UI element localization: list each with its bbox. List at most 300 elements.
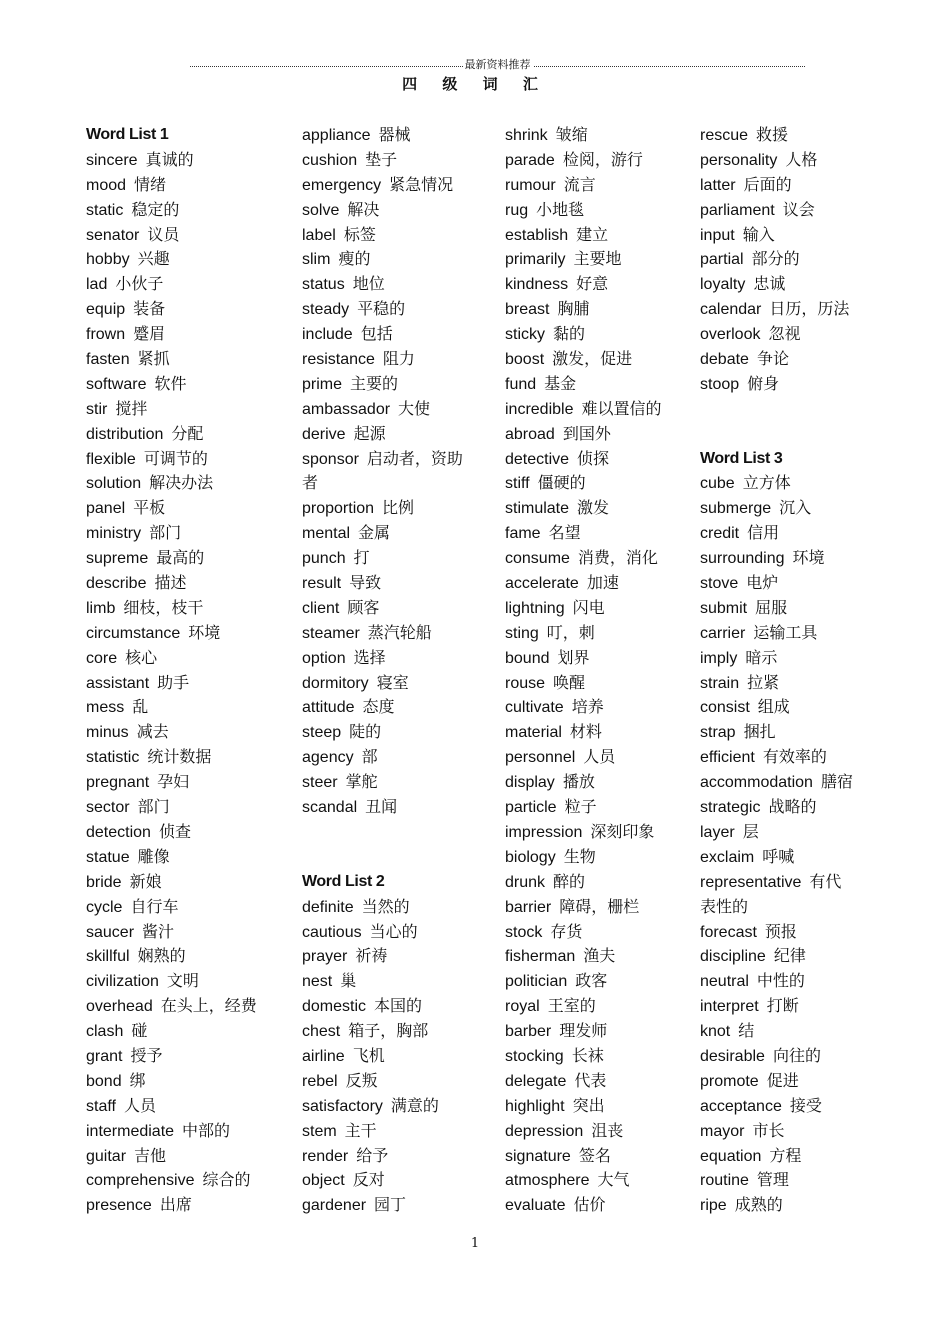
chinese-meaning: 纪律 (773, 946, 806, 966)
english-word: parade (505, 151, 555, 169)
vocab-entry (86, 1019, 257, 1044)
english-word: skillful (86, 948, 130, 966)
vocab-entry (700, 1069, 853, 1094)
vocab-entry (302, 795, 463, 820)
english-word: neutral (700, 973, 749, 991)
vocab-entry (302, 297, 463, 322)
english-word: acceptance (700, 1097, 782, 1115)
vocab-entry (505, 1019, 662, 1044)
vocab-entry (505, 372, 662, 397)
vocab-entry (302, 895, 463, 920)
english-word: mental (302, 525, 351, 543)
chinese-meaning: 绑 (129, 1070, 146, 1090)
vocab-entry (302, 1019, 463, 1044)
vocab-entry (86, 272, 257, 297)
vocab-entry (86, 546, 257, 571)
chinese-meaning: 到国外 (562, 423, 611, 443)
chinese-meaning: 存货 (550, 921, 583, 941)
english-word: cautious (302, 923, 362, 941)
english-word: kindness (505, 276, 569, 294)
vocab-column-1 (86, 123, 257, 1218)
chinese-meaning: 阻力 (382, 349, 415, 369)
english-word: limb (86, 599, 116, 617)
chinese-meaning: 材料 (569, 722, 602, 742)
english-word: mood (86, 176, 127, 194)
english-word: ministry (86, 525, 142, 543)
vocab-entry (505, 671, 662, 696)
chinese-meaning: 酱汁 (142, 921, 175, 941)
page-title: 四 级 词 汇 (402, 75, 548, 93)
vocab-entry (505, 845, 662, 870)
english-word: biology (505, 848, 556, 866)
vocab-entry (86, 870, 257, 895)
english-word: rouse (505, 674, 546, 692)
chinese-meaning: 管理 (756, 1170, 789, 1190)
vocab-entry (86, 247, 257, 272)
english-word: rug (505, 201, 529, 219)
vocab-entry (505, 646, 662, 671)
chinese-meaning: 部门 (137, 797, 170, 817)
english-word: evaluate (505, 1197, 566, 1215)
vocab-entry (700, 621, 853, 646)
chinese-meaning: 包括 (360, 324, 393, 344)
vocab-entry (302, 1044, 463, 1069)
vocab-entry (302, 1144, 463, 1169)
english-word: bride (86, 873, 122, 891)
vocab-entry (86, 173, 257, 198)
chinese-meaning: 巢 (340, 971, 357, 991)
vocab-entry (86, 770, 257, 795)
chinese-meaning: 当心的 (369, 921, 418, 941)
english-word: punch (302, 550, 346, 568)
chinese-meaning: 播放 (562, 772, 595, 792)
blank-line (700, 397, 853, 422)
vocab-entry (505, 272, 662, 297)
chinese-meaning: 醉的 (553, 871, 586, 891)
chinese-meaning: 深刻印象 (590, 821, 655, 841)
english-word: representative (700, 873, 802, 891)
vocab-entry (86, 969, 257, 994)
vocab-entry (700, 720, 853, 745)
vocab-entry (302, 173, 463, 198)
english-word: statistic (86, 749, 140, 767)
vocab-entry (505, 695, 662, 720)
chinese-meaning: 代表 (574, 1070, 607, 1090)
english-word: client (302, 599, 340, 617)
vocab-entry (302, 447, 463, 472)
chinese-meaning: 有效率的 (762, 747, 827, 767)
vocab-entry (302, 920, 463, 945)
english-word: submit (700, 599, 748, 617)
vocab-entry (700, 820, 853, 845)
chinese-meaning: 流言 (563, 174, 596, 194)
english-word: prayer (302, 948, 348, 966)
chinese-meaning: 描述 (154, 573, 187, 593)
chinese-meaning: 地位 (352, 274, 385, 294)
english-word: dormitory (302, 674, 369, 692)
english-word: accommodation (700, 774, 813, 792)
english-word: mess (86, 699, 125, 717)
vocab-entry (505, 1168, 662, 1193)
vocab-entry (86, 944, 257, 969)
chinese-meaning: 成熟的 (734, 1195, 783, 1215)
chinese-meaning: 蹙眉 (133, 324, 166, 344)
vocab-entry (505, 471, 662, 496)
english-word: ripe (700, 1197, 727, 1215)
vocab-entry (302, 272, 463, 297)
vocab-entry (505, 1069, 662, 1094)
english-word: signature (505, 1147, 571, 1165)
vocab-entry (505, 447, 662, 472)
chinese-meaning: 膳宿 (820, 772, 853, 792)
vocab-entry (700, 1094, 853, 1119)
english-word: nest (302, 973, 333, 991)
english-word: partial (700, 251, 744, 269)
vocab-entry (505, 123, 662, 148)
vocab-entry (302, 1168, 463, 1193)
chinese-meaning: 主要地 (573, 249, 622, 269)
english-word: consist (700, 699, 750, 717)
vocab-entry (86, 198, 257, 223)
vocab-entry (700, 173, 853, 198)
vocab-entry (505, 870, 662, 895)
vocab-entry (700, 795, 853, 820)
english-word: gardener (302, 1197, 367, 1215)
vocab-entry (505, 720, 662, 745)
vocab-entry (505, 994, 662, 1019)
chinese-meaning: 日历，历法 (769, 299, 850, 319)
chinese-meaning: 启动者，资助 (366, 448, 463, 468)
english-word: slim (302, 251, 331, 269)
english-word: exclaim (700, 848, 755, 866)
vocab-entry (302, 247, 463, 272)
vocab-entry (86, 1069, 257, 1094)
vocab-entry (86, 1044, 257, 1069)
english-word: stove (700, 575, 739, 593)
vocab-entry (505, 247, 662, 272)
english-word: cushion (302, 151, 358, 169)
vocab-entry (86, 322, 257, 347)
chinese-meaning: 大气 (597, 1170, 630, 1190)
vocab-entry (302, 123, 463, 148)
english-word: fasten (86, 351, 130, 369)
chinese-meaning: 促进 (766, 1070, 799, 1090)
english-word: core (86, 649, 118, 667)
chinese-meaning: 掌舵 (345, 772, 378, 792)
vocab-entry (302, 322, 463, 347)
vocab-entry (505, 1144, 662, 1169)
english-word: depression (505, 1122, 584, 1140)
chinese-meaning: 反对 (352, 1170, 385, 1190)
english-word: circumstance (86, 624, 181, 642)
english-word: barber (505, 1023, 552, 1041)
chinese-meaning: 人员 (583, 747, 616, 767)
english-word: stem (302, 1122, 337, 1140)
chinese-meaning: 主要的 (350, 373, 399, 393)
chinese-meaning: 主干 (344, 1120, 377, 1140)
english-word: fisherman (505, 948, 576, 966)
english-word: distribution (86, 425, 164, 443)
english-word: consume (505, 550, 570, 568)
chinese-meaning: 渔夫 (583, 946, 616, 966)
chinese-meaning: 沉入 (779, 498, 812, 518)
chinese-meaning: 环境 (188, 622, 221, 642)
chinese-meaning: 俯身 (747, 373, 780, 393)
chinese-meaning: 飞机 (352, 1045, 385, 1065)
vocab-entry (302, 422, 463, 447)
chinese-meaning: 平板 (133, 498, 166, 518)
english-word: result (302, 575, 342, 593)
chinese-meaning: 比例 (382, 498, 415, 518)
chinese-meaning: 稳定的 (131, 199, 180, 219)
english-word: cultivate (505, 699, 564, 717)
english-word: saucer (86, 923, 135, 941)
vocab-entry (700, 1193, 853, 1218)
english-word: bound (505, 649, 550, 667)
english-word: delegate (505, 1072, 567, 1090)
english-word: render (302, 1147, 349, 1165)
chinese-meaning: 好意 (576, 274, 609, 294)
english-word: mayor (700, 1122, 745, 1140)
chinese-meaning: 真诚的 (145, 149, 194, 169)
vocab-entry (505, 322, 662, 347)
english-word: material (505, 724, 562, 742)
english-word: clash (86, 1023, 124, 1041)
chinese-meaning: 方程 (769, 1145, 802, 1165)
chinese-meaning: 装备 (133, 299, 166, 319)
vocab-entry (302, 521, 463, 546)
vocab-entry (700, 123, 853, 148)
english-word: domestic (302, 998, 367, 1016)
vocab-entry (302, 397, 463, 422)
chinese-meaning: 中部的 (182, 1120, 231, 1140)
chinese-meaning: 建立 (576, 224, 609, 244)
english-word: steamer (302, 624, 360, 642)
english-word: stoop (700, 375, 740, 393)
chinese-meaning: 生物 (563, 846, 596, 866)
chinese-meaning: 呼喊 (762, 846, 795, 866)
vocab-entry (700, 247, 853, 272)
english-word: forecast (700, 923, 757, 941)
english-word: assistant (86, 674, 150, 692)
vocab-entry (505, 745, 662, 770)
vocab-entry (86, 845, 257, 870)
chinese-meaning: 核心 (125, 647, 158, 667)
vocab-entry (86, 795, 257, 820)
chinese-meaning: 垫子 (365, 149, 398, 169)
english-word: personality (700, 151, 778, 169)
vocab-entry (505, 1044, 662, 1069)
vocab-entry (302, 1069, 463, 1094)
chinese-meaning: 搅拌 (115, 398, 148, 418)
english-word: impression (505, 823, 583, 841)
english-word: proportion (302, 500, 375, 518)
vocab-entry (302, 745, 463, 770)
english-word: stiff (505, 475, 530, 493)
chinese-meaning: 难以置信的 (581, 398, 662, 418)
chinese-meaning: 解决 (347, 199, 380, 219)
vocab-entry (505, 596, 662, 621)
vocab-entry (86, 422, 257, 447)
chinese-meaning: 屈服 (755, 597, 788, 617)
chinese-meaning: 划界 (557, 647, 590, 667)
english-word: chest (302, 1023, 341, 1041)
english-word: civilization (86, 973, 159, 991)
chinese-meaning: 雕像 (137, 846, 170, 866)
english-word: appliance (302, 127, 371, 144)
english-word: describe (86, 575, 147, 593)
vocab-entry (700, 1019, 853, 1044)
vocab-entry (86, 671, 257, 696)
vocab-entry (700, 1044, 853, 1069)
vocab-entry (302, 347, 463, 372)
chinese-meaning: 最高的 (156, 548, 205, 568)
chinese-meaning: 检阅，游行 (562, 149, 643, 169)
chinese-meaning: 运输工具 (753, 622, 818, 642)
chinese-meaning: 文明 (166, 971, 199, 991)
vocab-entry (302, 496, 463, 521)
chinese-meaning: 寝室 (376, 672, 409, 692)
vocab-column-4 (700, 123, 853, 1218)
vocab-entry (302, 621, 463, 646)
english-word: imply (700, 649, 738, 667)
vocab-entry (700, 372, 853, 397)
chinese-meaning: 态度 (362, 697, 395, 717)
chinese-meaning: 电炉 (746, 573, 779, 593)
chinese-meaning: 减去 (136, 722, 169, 742)
english-word: equation (700, 1147, 762, 1165)
english-word: latter (700, 176, 736, 194)
chinese-meaning: 叮，刺 (546, 622, 595, 642)
chinese-meaning: 中性的 (756, 971, 805, 991)
english-word: object (302, 1172, 345, 1190)
english-word: carrier (700, 624, 746, 642)
vocab-entry (302, 944, 463, 969)
vocab-entry (505, 198, 662, 223)
vocab-entry (700, 920, 853, 945)
english-word: hobby (86, 251, 130, 269)
chinese-meaning: 孕妇 (157, 772, 190, 792)
chinese-meaning: 人员 (123, 1095, 156, 1115)
chinese-meaning: 新娘 (129, 871, 162, 891)
chinese-meaning: 吉他 (134, 1145, 167, 1165)
chinese-meaning: 沮丧 (591, 1120, 624, 1140)
page-header (190, 58, 805, 72)
english-word: overhead (86, 998, 153, 1016)
chinese-meaning: 理发师 (559, 1021, 608, 1041)
english-word: derive (302, 425, 346, 443)
english-word: shrink (505, 127, 548, 144)
english-word: input (700, 226, 735, 244)
vocab-entry (505, 546, 662, 571)
chinese-meaning: 平稳的 (357, 299, 406, 319)
english-word: comprehensive (86, 1172, 195, 1190)
english-word: desirable (700, 1047, 765, 1065)
blank-line (302, 845, 463, 870)
english-word: knot (700, 1023, 731, 1041)
vocab-entry (86, 695, 257, 720)
vocab-entry (86, 1168, 257, 1193)
vocab-entry (302, 969, 463, 994)
vocab-entry (302, 372, 463, 397)
english-word: staff (86, 1097, 116, 1115)
chinese-meaning: 部 (361, 747, 378, 767)
vocab-entry (700, 671, 853, 696)
chinese-meaning: 园丁 (374, 1195, 407, 1215)
english-word: particle (505, 799, 557, 817)
chinese-meaning: 战略的 (768, 797, 817, 817)
english-word: cube (700, 475, 735, 493)
vocab-entry (302, 596, 463, 621)
english-word: fund (505, 375, 537, 393)
chinese-meaning: 大使 (398, 398, 431, 418)
english-word: senator (86, 226, 140, 244)
chinese-meaning: 争论 (756, 349, 789, 369)
english-word: intermediate (86, 1122, 175, 1140)
chinese-meaning: 议会 (782, 199, 815, 219)
chinese-meaning: 闪电 (572, 597, 605, 617)
vocab-entry (505, 895, 662, 920)
vocab-entry (505, 944, 662, 969)
english-word: sponsor (302, 450, 359, 468)
english-word: stocking (505, 1047, 564, 1065)
vocab-column-3 (505, 123, 662, 1218)
vocab-entry (700, 845, 853, 870)
chinese-meaning-continued: 者 (302, 473, 319, 493)
vocab-entry (700, 496, 853, 521)
vocab-entry (302, 1193, 463, 1218)
english-word: fame (505, 525, 541, 543)
english-word: personnel (505, 749, 576, 767)
vocab-entry (505, 173, 662, 198)
vocab-entry (302, 223, 463, 248)
chinese-meaning: 输入 (742, 224, 775, 244)
chinese-meaning: 消费，消化 (577, 548, 658, 568)
vocab-entry (86, 920, 257, 945)
english-word: strategic (700, 799, 761, 817)
vocab-entry (86, 297, 257, 322)
vocab-entry (86, 720, 257, 745)
chinese-meaning: 估价 (573, 1195, 606, 1215)
chinese-meaning: 祈祷 (355, 946, 388, 966)
vocab-entry (302, 148, 463, 173)
english-word: presence (86, 1197, 152, 1215)
chinese-meaning: 部门 (149, 523, 182, 543)
chinese-meaning: 名望 (548, 523, 581, 543)
english-word: stimulate (505, 500, 570, 518)
vocab-entry (302, 1119, 463, 1144)
vocab-entry (86, 496, 257, 521)
chinese-meaning: 蒸汽轮船 (367, 622, 432, 642)
chinese-meaning: 后面的 (743, 174, 792, 194)
chinese-meaning: 立方体 (742, 473, 791, 493)
vocab-entry (700, 1144, 853, 1169)
chinese-meaning: 打断 (766, 996, 799, 1016)
english-word: credit (700, 525, 740, 543)
english-word: interpret (700, 998, 759, 1016)
chinese-meaning: 综合的 (202, 1170, 251, 1190)
english-word: resistance (302, 351, 375, 369)
english-word: strap (700, 724, 736, 742)
english-word: parliament (700, 201, 775, 219)
chinese-meaning: 层 (742, 821, 759, 841)
chinese-meaning: 议员 (147, 224, 180, 244)
vocab-entry (700, 198, 853, 223)
vocab-entry (700, 596, 853, 621)
english-word: sticky (505, 326, 545, 344)
english-word: layer (700, 823, 735, 841)
english-word: calendar (700, 301, 762, 319)
